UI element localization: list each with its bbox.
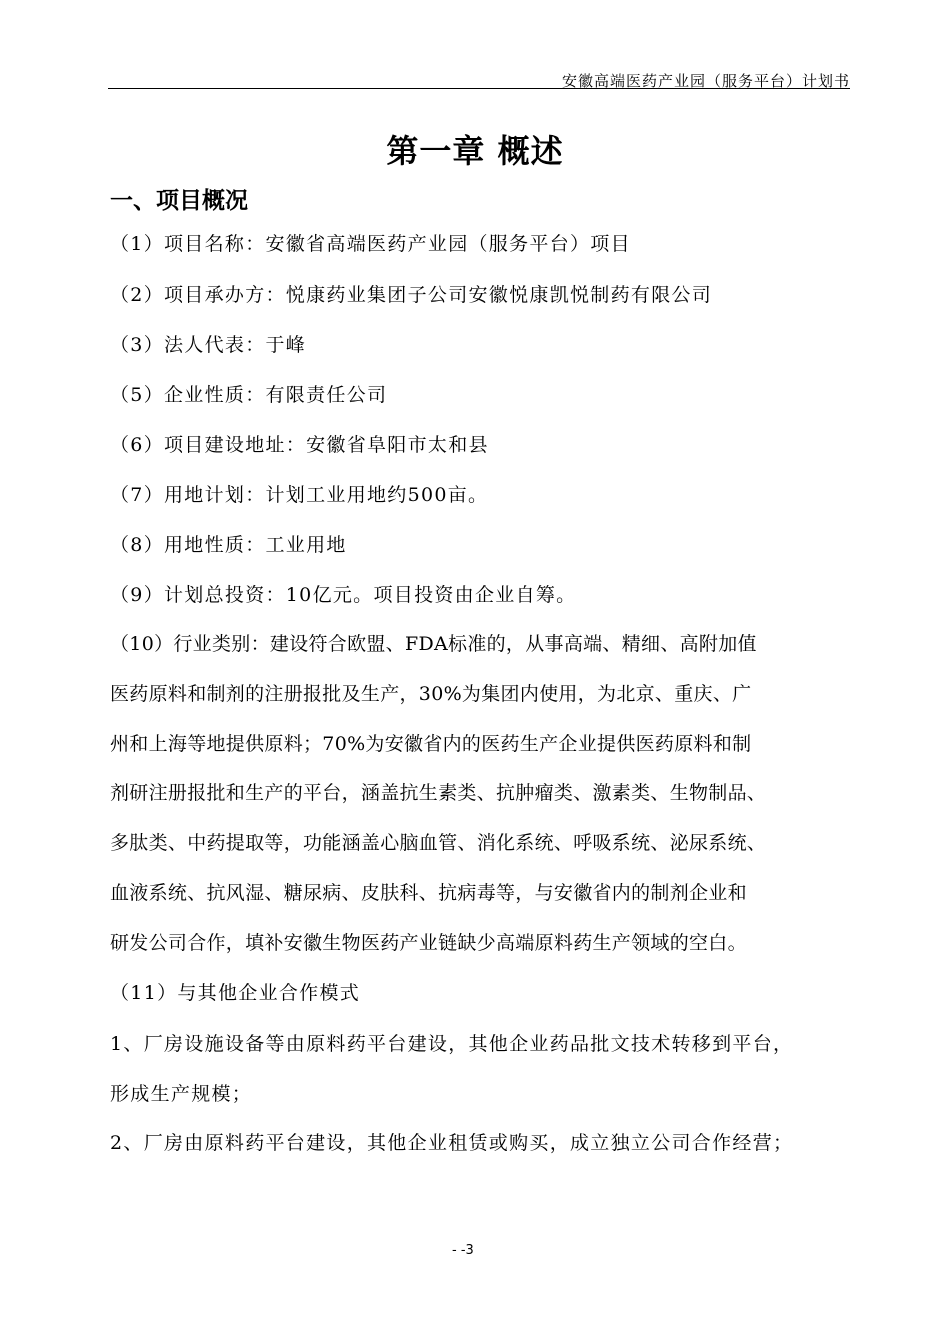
cooperation-line: 形成生产规模； bbox=[110, 1083, 253, 1105]
cooperation-line: 2、厂房由原料药平台建设，其他企业租赁或购买，成立独立公司合作经营； bbox=[110, 1132, 794, 1154]
industry-paragraph-line: （10）行业类别：建设符合欧盟、FDA标准的，从事高端、精细、高附加值 bbox=[110, 633, 757, 655]
item-construction-address: （6）项目建设地址：安徽省阜阳市太和县 bbox=[110, 434, 489, 456]
cooperation-heading: （11）与其他企业合作模式 bbox=[110, 982, 361, 1004]
industry-paragraph-line: 多肽类、中药提取等，功能涵盖心脑血管、消化系统、呼吸系统、泌尿系统、 bbox=[110, 832, 767, 854]
item-organizer: （2）项目承办方：悦康药业集团子公司安徽悦康凯悦制药有限公司 bbox=[110, 284, 713, 306]
industry-paragraph-line: 研发公司合作，填补安徽生物医药产业链缺少高端原料药生产领域的空白。 bbox=[110, 932, 747, 954]
industry-paragraph-line: 血液系统、抗风湿、糖尿病、皮肤科、抗病毒等，与安徽省内的制剂企业和 bbox=[110, 882, 747, 904]
item-legal-representative: （3）法人代表：于峰 bbox=[110, 334, 307, 356]
industry-paragraph-line: 州和上海等地提供原料；70%为安徽省内的医药生产企业提供医药原料和制 bbox=[110, 733, 752, 755]
item-enterprise-nature: （5）企业性质：有限责任公司 bbox=[110, 384, 388, 406]
item-total-investment: （9）计划总投资：10亿元。项目投资由企业自筹。 bbox=[110, 584, 577, 606]
item-project-name: （1）项目名称：安徽省高端医药产业园（服务平台）项目 bbox=[110, 233, 631, 255]
industry-paragraph-line: 剂研注册报批和生产的平台，涵盖抗生素类、抗肿瘤类、激素类、生物制品、 bbox=[110, 782, 767, 804]
item-land-nature: （8）用地性质：工业用地 bbox=[110, 534, 347, 556]
chapter-title: 第一章 概述 bbox=[386, 132, 564, 170]
industry-paragraph-line: 医药原料和制剂的注册报批及生产，30%为集团内使用，为北京、重庆、广 bbox=[110, 683, 752, 705]
header-divider bbox=[108, 88, 850, 89]
page-number: - -3 bbox=[452, 1243, 474, 1258]
running-header: 安徽高端医药产业园（服务平台）计划书 bbox=[561, 72, 850, 90]
section-title: 一、项目概况 bbox=[110, 188, 248, 214]
item-land-plan: （7）用地计划：计划工业用地约500亩。 bbox=[110, 484, 489, 506]
cooperation-line: 1、厂房设施设备等由原料药平台建设，其他企业药品批文技术转移到平台， bbox=[110, 1033, 794, 1055]
